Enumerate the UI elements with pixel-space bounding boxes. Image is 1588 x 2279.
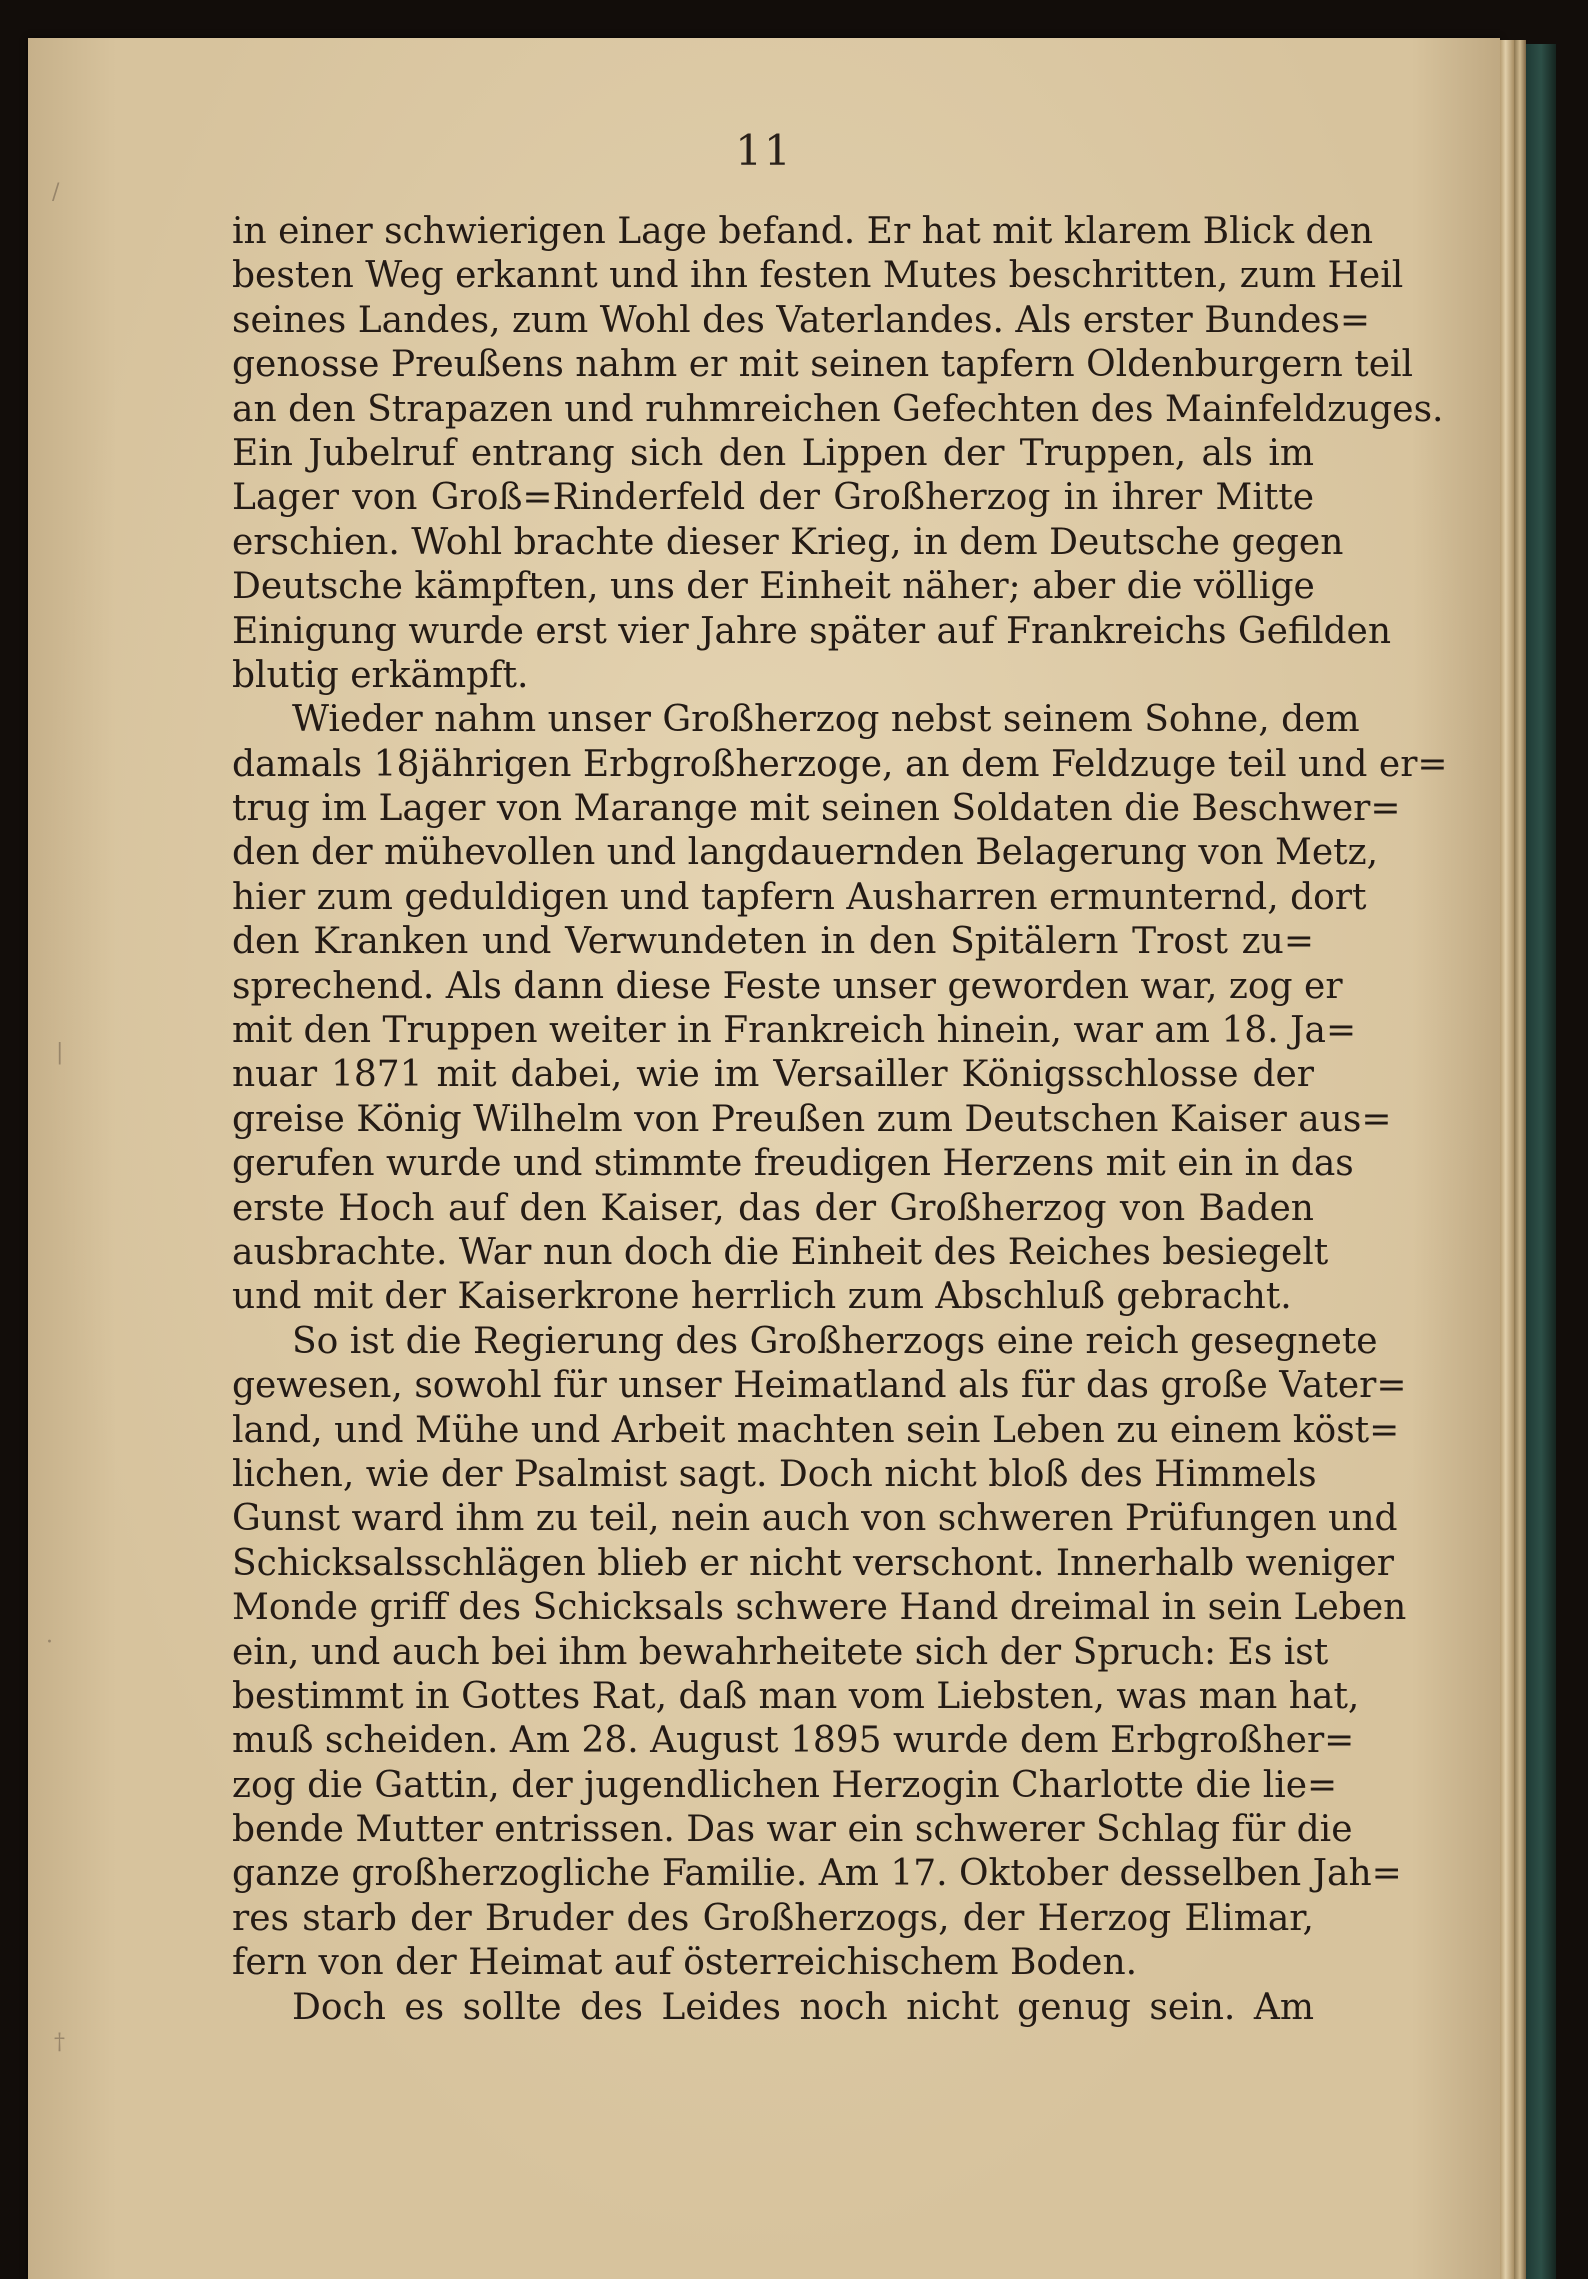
text-line: erste Hoch auf den Kaiser, das der Großherzog von Baden [232,1187,1314,1229]
text-line: sprechend. Als dann diese Feste unser geworden war, zog er [232,965,1343,1007]
text-line: genosse Preußens nahm er mit seinen tapfern Oldenburgern teil [232,344,1414,386]
text-line: Doch es sollte des Leides noch nicht genug sein. Am [292,1986,1314,2028]
text-line: res starb der Bruder des Großherzogs, der Herzog Elimar, [232,1897,1314,1939]
text-line: bende Mutter entrissen. Das war ein schwerer Schlag für die [232,1809,1353,1851]
text-line: seines Landes, zum Wohl des Vaterlandes. Als erster Bundes= [232,299,1371,341]
text-line: fern von der Heimat auf österreichischem Boden. [232,1942,1138,1984]
page-edge [1500,40,1514,2279]
text-line: Deutsche kämpften, uns der Einheit näher; aber die völlige [232,566,1315,608]
text-line: ein, und auch bei ihm bewahrheitete sich der Spruch: Es ist [232,1631,1329,1673]
margin-speck: † [54,2030,65,2055]
text-line: und mit der Kaiserkrone herrlich zum Abschluß gebracht. [232,1276,1292,1318]
book-binding [1526,44,1556,2279]
text-line: lichen, wie der Psalmist sagt. Doch nicht bloß des Himmels [232,1453,1317,1495]
page-number: 11 [735,126,793,175]
margin-speck: / [52,180,60,205]
text-line: gerufen wurde und stimmte freudigen Herzens mit ein in das [232,1143,1354,1185]
text-line: zog die Gattin, der jugendlichen Herzogin Charlotte die lie= [232,1764,1338,1806]
text-line: trug im Lager von Marange mit seinen Soldaten die Beschwer= [232,788,1401,830]
text-line: den der mühevollen und langdauernden Belagerung von Metz, [232,832,1379,874]
text-line: Monde griff des Schicksals schwere Hand dreimal in sein Leben [232,1587,1407,1629]
text-line: Einigung wurde erst vier Jahre später auf Frankreichs Gefilden [232,610,1392,652]
text-line: greise König Wilhelm von Preußen zum Deutschen Kaiser aus= [232,1098,1392,1140]
margin-speck: · [46,1630,53,1655]
text-line: land, und Mühe und Arbeit machten sein Leben zu einem köst= [232,1409,1400,1451]
page-edge [1514,40,1526,2279]
text-line: den Kranken und Verwundeten in den Spitälern Trost zu= [232,921,1314,963]
text-line: Lager von Groß=Rinderfeld der Großherzog in ihrer Mitte [232,477,1314,519]
margin-speck: | [56,1040,64,1065]
text-line: bestimmt in Gottes Rat, daß man vom Liebsten, was man hat, [232,1675,1360,1717]
text-line: damals 18jährigen Erbgroßherzoge, an dem Feldzuge teil und er= [232,743,1448,785]
text-line: blutig erkämpft. [232,654,529,696]
text-line: Wieder nahm unser Großherzog nebst seinem Sohne, dem [292,699,1360,741]
text-line: nuar 1871 mit dabei, wie im Versailler Königsschlosse der [232,1054,1314,1096]
text-line: gewesen, sowohl für unser Heimatland als für das große Vater= [232,1365,1407,1407]
text-line: mit den Truppen weiter in Frankreich hinein, war am 18. Ja= [232,1010,1357,1052]
text-line: muß scheiden. Am 28. August 1895 wurde dem Erbgroßher= [232,1720,1355,1762]
text-line: in einer schwierigen Lage befand. Er hat mit klarem Blick den [232,211,1374,252]
text-line: hier zum geduldigen und tapfern Ausharren ermunternd, dort [232,876,1367,918]
text-line: an den Strapazen und ruhmreichen Gefechten des Mainfeldzuges. [232,388,1444,430]
body-text [232,210,1448,2030]
text-line: Schicksalsschlägen blieb er nicht verschont. Innerhalb weniger [232,1542,1395,1584]
text-line: So ist die Regierung des Großherzogs eine reich gesegnete [292,1320,1378,1362]
text-line: ausbrachte. War nun doch die Einheit des Reiches besiegelt [232,1231,1329,1273]
text-line: besten Weg erkannt und ihn festen Mutes beschritten, zum Heil [232,255,1404,297]
text-line: ganze großherzogliche Familie. Am 17. Oktober desselben Jah= [232,1853,1402,1895]
text-line: Ein Jubelruf entrang sich den Lippen der Truppen, als im [232,432,1314,474]
text-line: erschien. Wohl brachte dieser Krieg, in dem Deutsche gegen [232,521,1344,563]
text-line: Gunst ward ihm zu teil, nein auch von schweren Prüfungen und [232,1498,1398,1540]
